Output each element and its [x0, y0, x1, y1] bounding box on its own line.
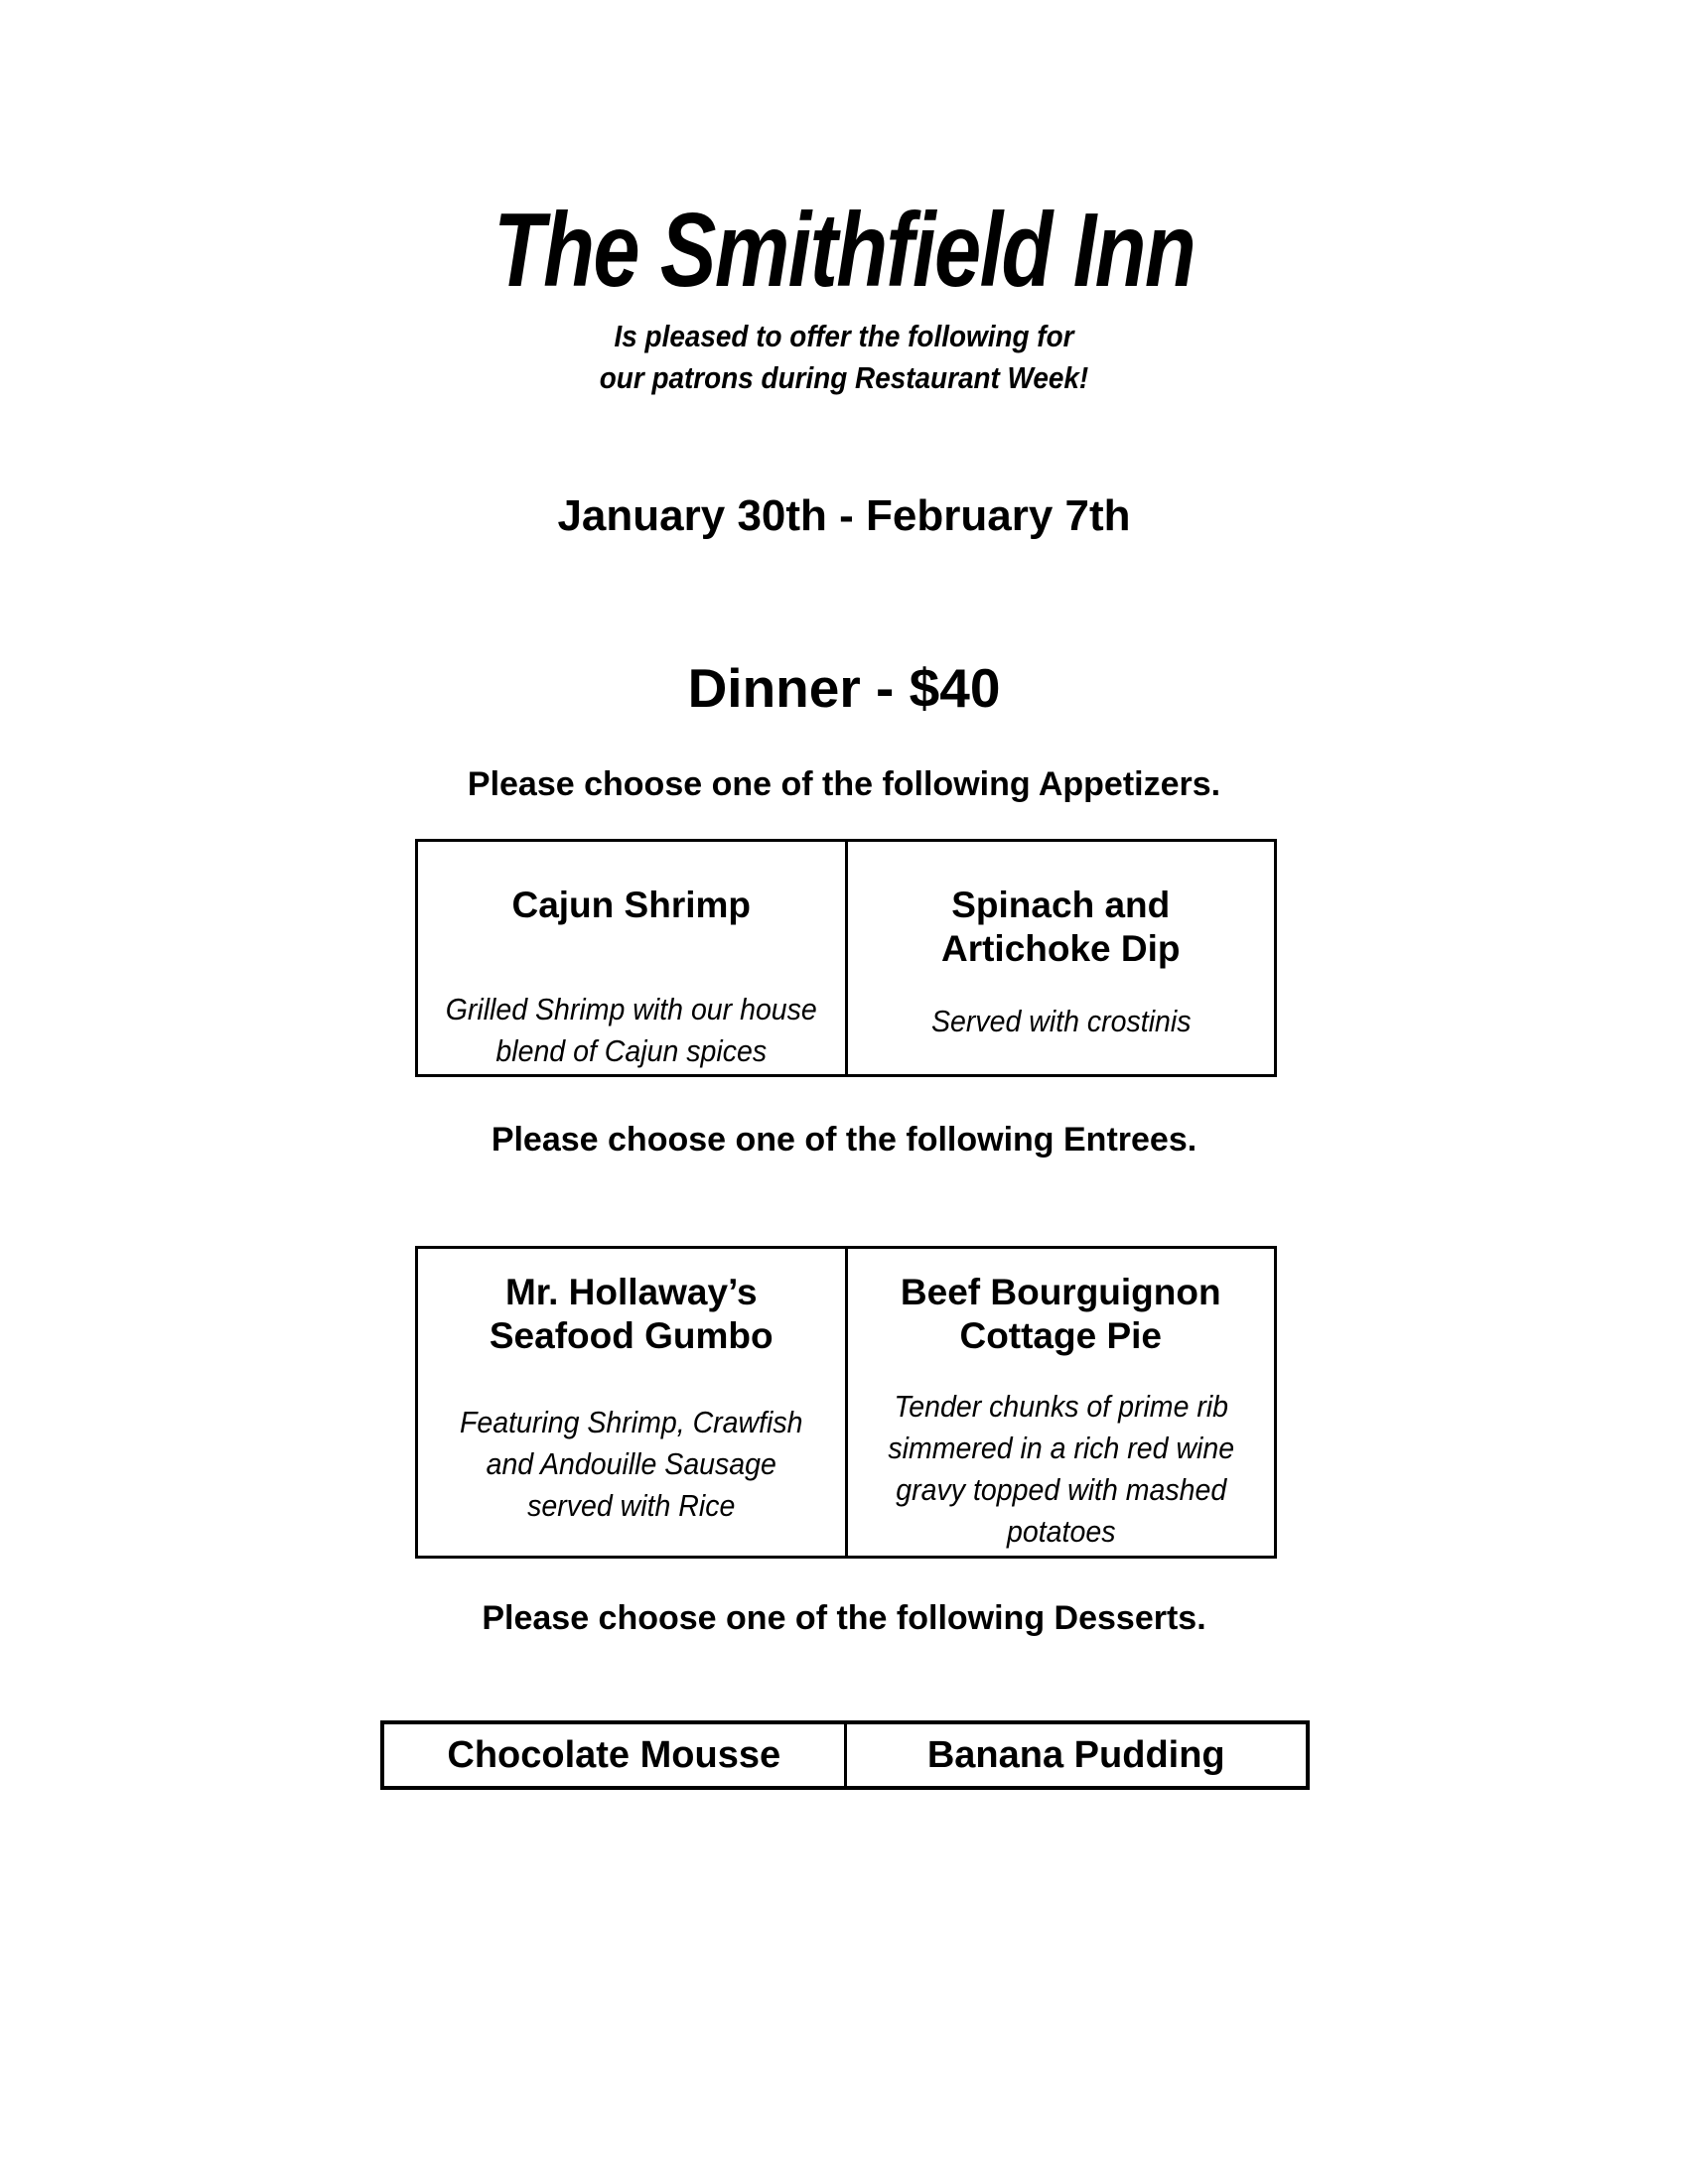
item-description-line: gravy topped with mashed: [895, 1472, 1226, 1507]
item-description-line: simmered in a rich red wine: [887, 1431, 1234, 1465]
menu-item-spinach-artichoke-dip: [845, 842, 1275, 1074]
intro-text: [84, 316, 1604, 399]
menu-item-banana-pudding: [844, 1724, 1307, 1786]
menu-item-chocolate-mousse: [384, 1724, 844, 1786]
intro-text-line: our patrons during Restaurant Week!: [599, 360, 1089, 395]
meal-price-heading: Dinner - $40: [687, 657, 1001, 719]
entrees-instruction: Please choose one of the following Entrees.: [491, 1121, 1197, 1159]
date-range: January 30th - February 7th: [557, 491, 1131, 540]
item-description-line: Grilled Shrimp with our house: [445, 992, 817, 1026]
item-description-line: blend of Cajun spices: [495, 1033, 768, 1068]
item-description-line: Featuring Shrimp, Crawfish: [459, 1405, 803, 1439]
item-description-line: potatoes: [1006, 1514, 1115, 1549]
item-name: Chocolate Mousse: [447, 1734, 781, 1776]
intro-text-line: Is pleased to offer the following for: [614, 319, 1074, 353]
item-name-line: Spinach and: [951, 885, 1171, 925]
item-name-line: Artichoke Dip: [940, 928, 1181, 969]
item-name-line: Cottage Pie: [959, 1315, 1163, 1356]
item-description: [865, 1386, 1257, 1553]
entrees-table: [415, 1246, 1277, 1559]
item-name-line: Beef Bourguignon: [900, 1272, 1221, 1312]
item-description-line: and Andouille Sausage: [486, 1446, 776, 1481]
appetizers-instruction: Please choose one of the following Appetizers.: [467, 765, 1221, 803]
item-name: [418, 1271, 845, 1358]
item-name: [848, 884, 1275, 971]
item-name-line: Seafood Gumbo: [489, 1315, 774, 1356]
menu-item-cajun-shrimp: [418, 842, 845, 1074]
item-description-line: served with Rice: [527, 1488, 736, 1523]
item-name: Banana Pudding: [926, 1734, 1225, 1776]
item-description-line: Tender chunks of prime rib: [893, 1389, 1228, 1424]
item-name: [848, 1271, 1275, 1358]
item-description: [865, 1001, 1257, 1042]
item-name: [418, 884, 845, 927]
restaurant-name: The Smithfield Inn: [492, 192, 1196, 309]
menu-item-beef-bourguignon-cottage-pie: [845, 1249, 1275, 1556]
desserts-table: [380, 1720, 1310, 1790]
item-name-line: Mr. Hollaway’s: [504, 1272, 758, 1312]
item-description: [435, 989, 827, 1072]
appetizers-table: [415, 839, 1277, 1077]
menu-item-seafood-gumbo: [418, 1249, 845, 1556]
item-description-line: Served with crostinis: [930, 1004, 1192, 1038]
desserts-instruction: Please choose one of the following Desserts.: [482, 1599, 1206, 1637]
item-name-line: Cajun Shrimp: [511, 885, 752, 925]
item-description: [435, 1402, 827, 1527]
